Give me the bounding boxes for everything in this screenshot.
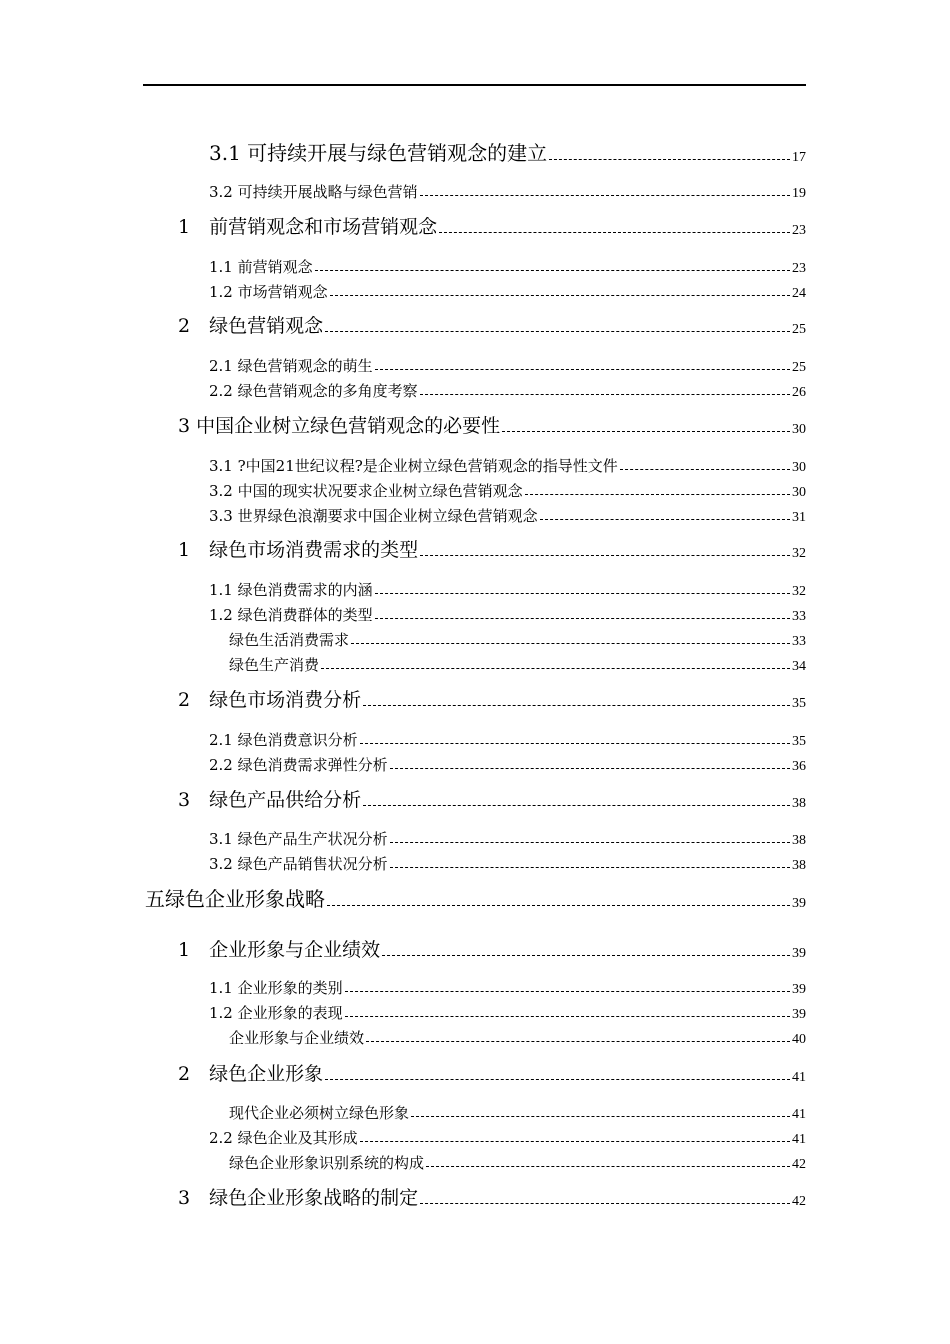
toc-entry-title: 3.1 可持续开展与绿色营销观念的建立 xyxy=(209,141,548,165)
toc-entry-page: 39 xyxy=(792,1007,806,1022)
toc-entry-title: 2.1 绿色营销观念的萌生 xyxy=(209,357,373,375)
toc-entry[interactable] xyxy=(178,784,806,812)
toc-entry-title: 3.2 绿色产品销售状况分析 xyxy=(209,855,388,873)
toc-entry[interactable] xyxy=(209,572,806,600)
toc-entry[interactable] xyxy=(209,498,806,526)
toc-entry-page: 23 xyxy=(792,261,806,276)
toc-entry-page: 35 xyxy=(792,734,806,749)
toc-entry-title: 1 企业形象与企业绩效 xyxy=(178,939,381,961)
toc-entry[interactable] xyxy=(209,722,806,750)
leader-dots xyxy=(525,494,790,495)
toc-entry-title: 五绿色企业形象战略 xyxy=(145,887,325,911)
leader-dots xyxy=(620,469,790,470)
leader-dots xyxy=(420,394,790,395)
toc-entry-title: 3 绿色产品供给分析 xyxy=(178,789,362,811)
toc-entry[interactable] xyxy=(209,995,806,1023)
leader-dots xyxy=(325,1079,790,1080)
toc-entry-page: 33 xyxy=(792,609,806,624)
toc-entry[interactable] xyxy=(209,373,806,401)
toc-entry-title: 3 绿色企业形象战略的制定 xyxy=(178,1187,419,1209)
toc-entry-page: 26 xyxy=(792,385,806,400)
leader-dots xyxy=(366,1041,790,1042)
toc-entry-title: 3.1 绿色产品生产状况分析 xyxy=(209,830,388,848)
toc-entry-title: 1 绿色市场消费需求的类型 xyxy=(178,539,419,561)
toc-entry-page: 32 xyxy=(792,584,806,599)
leader-dots xyxy=(321,668,790,669)
toc-entry-page: 30 xyxy=(792,422,806,437)
toc-entry-page: 34 xyxy=(792,659,806,674)
toc-entry[interactable] xyxy=(209,970,806,998)
toc-entry-page: 32 xyxy=(792,546,806,561)
leader-dots xyxy=(549,159,790,160)
toc-entry-page: 19 xyxy=(792,186,806,201)
toc-entry[interactable] xyxy=(229,1145,806,1173)
toc-entry-title: 3.3 世界绿色浪潮要求中国企业树立绿色营销观念 xyxy=(209,507,538,525)
toc-entry[interactable] xyxy=(178,410,806,438)
toc-entry-page: 25 xyxy=(792,360,806,375)
toc-entry[interactable] xyxy=(209,473,806,501)
toc-entry-title: 企业形象与企业绩效 xyxy=(229,1029,365,1047)
header-rule xyxy=(143,84,806,86)
leader-dots xyxy=(390,867,790,868)
toc-entry[interactable] xyxy=(229,622,806,650)
toc-entry[interactable] xyxy=(178,310,806,338)
toc-entry-page: 39 xyxy=(792,946,806,961)
toc-entry-title: 绿色生活消费需求 xyxy=(229,631,350,649)
toc-entry-title: 3.2 中国的现实状况要求企业树立绿色营销观念 xyxy=(209,482,523,500)
toc-entry-title: 2 绿色营销观念 xyxy=(178,315,324,337)
toc-entry-page: 41 xyxy=(792,1107,806,1122)
toc-entry[interactable] xyxy=(178,934,806,962)
toc-entry[interactable] xyxy=(209,1120,806,1148)
toc-entry-page: 30 xyxy=(792,485,806,500)
toc-entry[interactable] xyxy=(229,647,806,675)
toc-entry-page: 39 xyxy=(792,896,806,911)
leader-dots xyxy=(375,369,790,370)
leader-dots xyxy=(411,1116,790,1117)
leader-dots xyxy=(315,270,790,271)
toc-entry[interactable] xyxy=(145,884,806,912)
toc-entry-page: 35 xyxy=(792,696,806,711)
toc-entry-page: 38 xyxy=(792,833,806,848)
toc-entry[interactable] xyxy=(209,249,806,277)
toc-entry-page: 41 xyxy=(792,1070,806,1085)
leader-dots xyxy=(363,805,790,806)
toc-entry-title: 绿色生产消费 xyxy=(229,656,320,674)
toc-entry-page: 33 xyxy=(792,634,806,649)
toc-entry[interactable] xyxy=(178,534,806,562)
leader-dots xyxy=(420,555,790,556)
leader-dots xyxy=(345,991,790,992)
toc-entry[interactable] xyxy=(209,448,806,476)
toc-entry-page: 23 xyxy=(792,223,806,238)
toc-entry-title: 绿色企业形象识别系统的构成 xyxy=(229,1154,425,1172)
toc-entry-page: 38 xyxy=(792,858,806,873)
toc-entry[interactable] xyxy=(209,821,806,849)
toc-entry-title: 3.1 ?中国21世纪议程?是企业树立绿色营销观念的指导性文件 xyxy=(209,457,618,475)
leader-dots xyxy=(345,1016,790,1017)
toc-entry-title: 3.2 可持续开展战略与绿色营销 xyxy=(209,183,418,201)
leader-dots xyxy=(351,643,790,644)
leader-dots xyxy=(360,743,790,744)
toc-entry-title: 1.2 市场营销观念 xyxy=(209,283,328,301)
toc-entry-title: 2 绿色企业形象 xyxy=(178,1063,324,1085)
leader-dots xyxy=(439,232,790,233)
toc-entry-title: 1.1 绿色消费需求的内涵 xyxy=(209,581,373,599)
toc-entry-title: 3 中国企业树立绿色营销观念的必要性 xyxy=(178,415,501,437)
toc-entry-page: 25 xyxy=(792,322,806,337)
toc-entry-title: 现代企业必须树立绿色形象 xyxy=(229,1104,410,1122)
toc-entry-page: 31 xyxy=(792,510,806,525)
toc-entry[interactable] xyxy=(229,1095,806,1123)
toc-entry[interactable] xyxy=(209,174,806,202)
toc-entry-page: 42 xyxy=(792,1157,806,1172)
leader-dots xyxy=(363,705,790,706)
toc-entry-page: 39 xyxy=(792,982,806,997)
leader-dots xyxy=(325,331,790,332)
toc-entry[interactable] xyxy=(209,597,806,625)
toc-entry-page: 30 xyxy=(792,460,806,475)
leader-dots xyxy=(375,618,790,619)
leader-dots xyxy=(420,1203,790,1204)
toc-entry[interactable] xyxy=(178,211,806,239)
toc-entry-title: 2.2 绿色营销观念的多角度考察 xyxy=(209,382,418,400)
leader-dots xyxy=(360,1141,790,1142)
toc-entry[interactable] xyxy=(178,1182,806,1210)
toc-entry-page: 17 xyxy=(792,150,806,165)
toc-entry-title: 2.2 绿色消费需求弹性分析 xyxy=(209,756,388,774)
toc-entry[interactable] xyxy=(229,1020,806,1048)
toc-entry-title: 1.2 绿色消费群体的类型 xyxy=(209,606,373,624)
leader-dots xyxy=(420,195,790,196)
leader-dots xyxy=(390,768,790,769)
toc-entry-page: 36 xyxy=(792,759,806,774)
toc-entry-page: 38 xyxy=(792,796,806,811)
toc-entry-page: 41 xyxy=(792,1132,806,1147)
toc-entry[interactable] xyxy=(209,846,806,874)
toc-entry[interactable] xyxy=(178,1058,806,1086)
toc-entry-title: 2.2 绿色企业及其形成 xyxy=(209,1129,358,1147)
toc-entry-title: 2.1 绿色消费意识分析 xyxy=(209,731,358,749)
leader-dots xyxy=(330,295,790,296)
toc-entry-title: 1.1 前营销观念 xyxy=(209,258,313,276)
toc-entry-title: 1 前营销观念和市场营销观念 xyxy=(178,216,438,238)
toc-entry[interactable] xyxy=(209,274,806,302)
leader-dots xyxy=(375,593,790,594)
toc-entry[interactable] xyxy=(209,348,806,376)
toc-entry[interactable] xyxy=(178,684,806,712)
leader-dots xyxy=(327,905,790,906)
toc-entry-page: 42 xyxy=(792,1194,806,1209)
leader-dots xyxy=(390,842,790,843)
leader-dots xyxy=(382,955,790,956)
toc-entry-title: 2 绿色市场消费分析 xyxy=(178,689,362,711)
leader-dots xyxy=(426,1166,790,1167)
leader-dots xyxy=(502,431,790,432)
toc-entry-title: 1.1 企业形象的类别 xyxy=(209,979,343,997)
toc-entry-page: 24 xyxy=(792,286,806,301)
toc-entry-title: 1.2 企业形象的表现 xyxy=(209,1004,343,1022)
toc-entry[interactable] xyxy=(209,138,806,166)
toc-entry[interactable] xyxy=(209,747,806,775)
toc-entry-page: 40 xyxy=(792,1032,806,1047)
leader-dots xyxy=(540,519,790,520)
